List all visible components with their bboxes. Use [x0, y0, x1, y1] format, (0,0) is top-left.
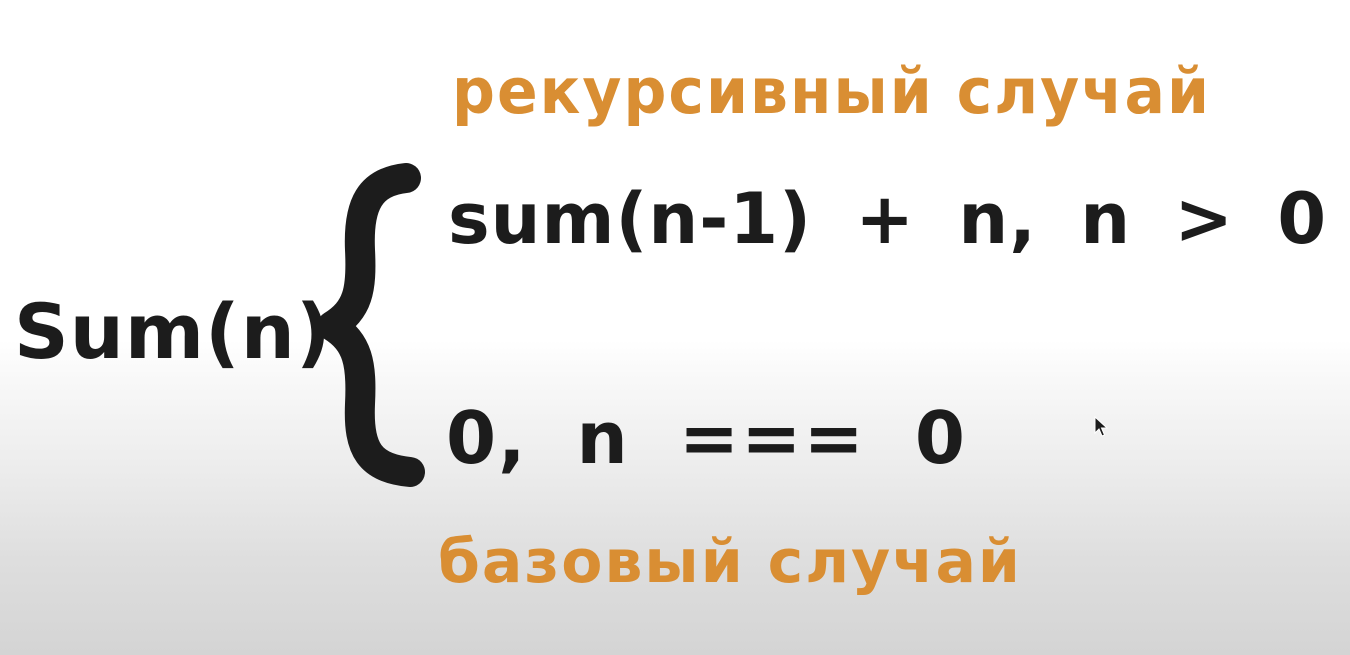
left-curly-brace-icon — [318, 160, 428, 490]
mouse-pointer-icon — [1094, 416, 1108, 438]
base-case-label: базовый случай — [438, 527, 1022, 597]
recursive-case-label: рекурсивный случай — [452, 55, 1211, 129]
recursive-case-expression: sum(n-1) + n, n > 0 — [448, 178, 1328, 260]
base-case-expression: 0, n === 0 — [446, 396, 967, 480]
function-call-label: Sum(n) — [14, 287, 332, 376]
